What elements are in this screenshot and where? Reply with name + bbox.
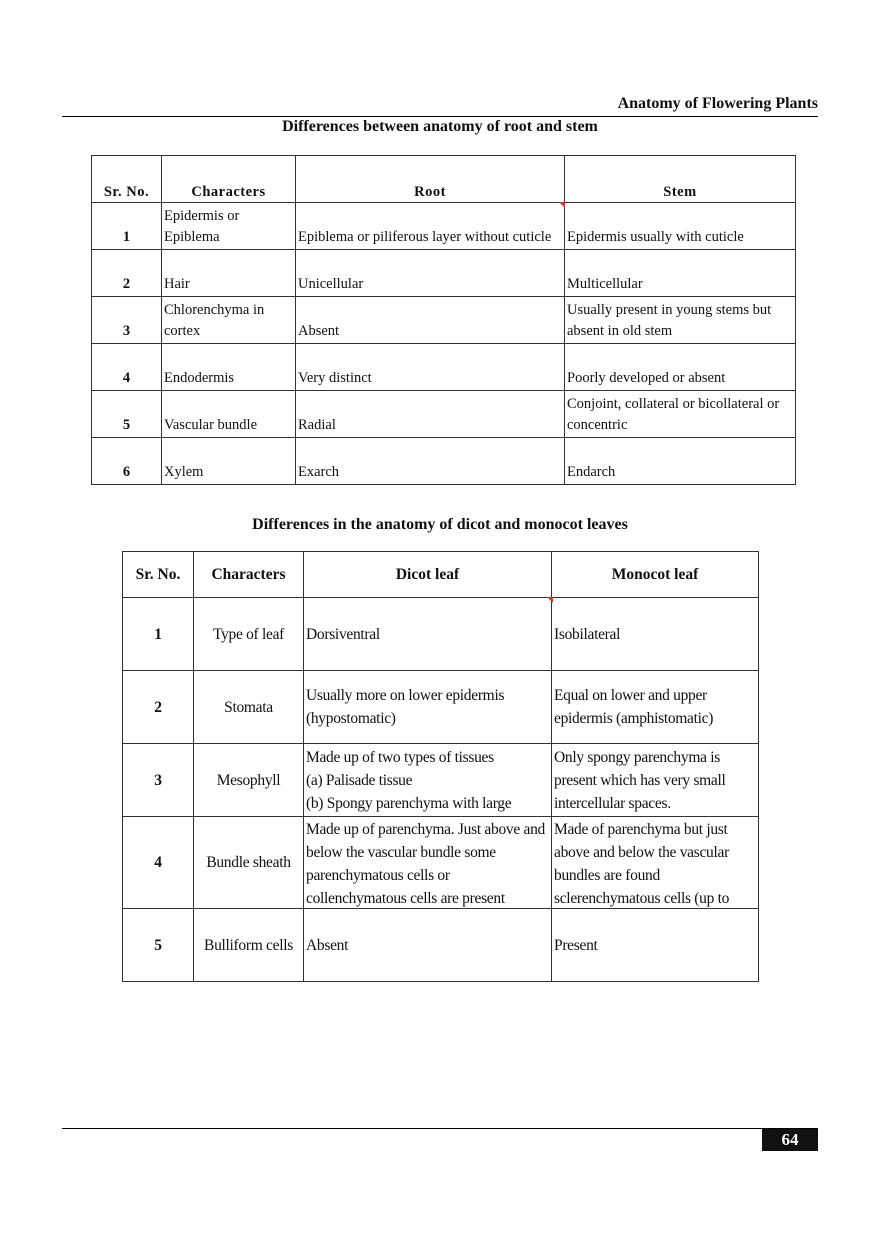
- cell-text: Very distinct: [298, 370, 372, 386]
- table-row: [123, 909, 759, 982]
- table-cell: [565, 344, 796, 391]
- cell-text: Epiblema or piliferous layer without cuticle: [298, 229, 552, 245]
- table-cell: [92, 297, 162, 344]
- table2-header-cell: Dicot leaf: [304, 552, 552, 598]
- table-cell: [296, 344, 565, 391]
- cell-text: Usually more on lower epidermis (hypostomatic): [306, 687, 505, 727]
- table-cell: [92, 391, 162, 438]
- cell-text: 3: [154, 771, 162, 789]
- table-row: [123, 817, 759, 909]
- table1-header-cell: Sr. No.: [92, 156, 162, 203]
- cell-text: Conjoint, collateral or bicollateral or concentric: [567, 396, 780, 433]
- table-cell: [565, 438, 796, 485]
- table-row: [123, 744, 759, 817]
- table-cell: [92, 250, 162, 297]
- table-cell: [123, 671, 194, 744]
- cell-text: 5: [122, 417, 131, 433]
- table-cell: [194, 817, 304, 909]
- cell-text: 1: [122, 229, 131, 245]
- cell-text: 2: [122, 276, 131, 292]
- comment-marker-icon: [547, 597, 553, 603]
- table-cell: [123, 744, 194, 817]
- cell-text: Poorly developed or absent: [567, 370, 726, 386]
- table-cell: [123, 598, 194, 671]
- cell-text: Hair: [164, 276, 190, 292]
- table-cell: [123, 817, 194, 909]
- dicot-monocot-table: [122, 551, 759, 982]
- table-row: [123, 671, 759, 744]
- table2-header-row: [123, 552, 759, 598]
- table-cell: [296, 250, 565, 297]
- table-row: [92, 344, 796, 391]
- table-cell: [92, 438, 162, 485]
- table1-header-cell: Characters: [162, 156, 296, 203]
- cell-text: Epidermis or Epiblema: [164, 208, 240, 245]
- cell-text: Present: [554, 936, 598, 954]
- table2-header-cell: Monocot leaf: [552, 552, 759, 598]
- table-cell: [194, 909, 304, 982]
- cell-text: Multicellular: [567, 276, 643, 292]
- cell-text: Only spongy parenchyma is present which has very small intercellular spaces.: [554, 748, 726, 812]
- table-cell: [162, 250, 296, 297]
- table1-header-cell: Stem: [565, 156, 796, 203]
- table-cell: [296, 438, 565, 485]
- cell-text: Endodermis: [164, 370, 235, 386]
- table-cell: [565, 203, 796, 250]
- table-cell: [92, 344, 162, 391]
- table-cell: [552, 909, 759, 982]
- table-cell: [162, 297, 296, 344]
- cell-text: 4: [122, 370, 131, 386]
- table-cell: [552, 817, 759, 909]
- running-header-title: Anatomy of Flowering Plants: [617, 95, 818, 112]
- table-cell: [296, 203, 565, 250]
- footer-rule: [62, 1128, 818, 1129]
- table-cell: [162, 438, 296, 485]
- table2-title: Differences in the anatomy of dicot and monocot leaves: [252, 516, 628, 533]
- table-cell: [296, 297, 565, 344]
- cell-text: 5: [154, 936, 162, 954]
- table-cell: [552, 671, 759, 744]
- cell-text: Usually present in young stems but absent in old stem: [567, 302, 772, 339]
- cell-text: Made of parenchyma but just above and below the vascular bundles are found sclerenchymatous cells (up to: [554, 821, 730, 907]
- table-cell: [304, 744, 552, 817]
- cell-text: Bulliform cells: [204, 936, 293, 954]
- cell-text: Equal on lower and upper epidermis (amphistomatic): [554, 687, 714, 727]
- table-cell: [92, 203, 162, 250]
- table-cell: [565, 297, 796, 344]
- header-rule: [62, 116, 818, 117]
- cell-text: Epidermis usually with cuticle: [567, 229, 744, 245]
- table-cell: [565, 391, 796, 438]
- table-cell: [162, 391, 296, 438]
- table-row: [92, 203, 796, 250]
- cell-text: 2: [154, 698, 162, 716]
- root-stem-table: [91, 155, 796, 485]
- table-cell: [565, 250, 796, 297]
- cell-text: 4: [154, 854, 162, 871]
- cell-text: 6: [122, 464, 131, 480]
- table-cell: [304, 909, 552, 982]
- cell-text: 3: [122, 323, 131, 339]
- table1-title: Differences between anatomy of root and stem: [282, 118, 598, 135]
- cell-text: Absent: [298, 323, 340, 339]
- table2-header-cell: Characters: [194, 552, 304, 598]
- table-cell: [304, 817, 552, 909]
- cell-text: Radial: [298, 417, 336, 433]
- cell-text: Unicellular: [298, 276, 364, 292]
- table-cell: [123, 909, 194, 982]
- table-cell: [194, 671, 304, 744]
- cell-text: Exarch: [298, 464, 340, 480]
- table-row: [92, 391, 796, 438]
- cell-text: Isobilateral: [554, 625, 621, 643]
- cell-text: Endarch: [567, 464, 616, 480]
- page-number: 64: [762, 1129, 818, 1151]
- table-cell: [304, 598, 552, 671]
- cell-text: Stomata: [224, 698, 273, 716]
- table-row: [92, 250, 796, 297]
- table-row: [123, 598, 759, 671]
- table1-header-cell: Root: [296, 156, 565, 203]
- cell-text: Mesophyll: [216, 771, 281, 789]
- cell-text: Absent: [306, 936, 349, 954]
- table-row: [92, 438, 796, 485]
- cell-text: 1: [154, 625, 162, 643]
- table2-header-cell: Sr. No.: [123, 552, 194, 598]
- cell-text: Made up of two types of tissues (a) Palisade tissue (b) Spongy parenchyma with large: [306, 748, 512, 812]
- table-cell: [194, 744, 304, 817]
- table-cell: [162, 203, 296, 250]
- table-cell: [304, 671, 552, 744]
- table-cell: [296, 391, 565, 438]
- cell-text: Type of leaf: [212, 625, 285, 643]
- table-row: [92, 297, 796, 344]
- cell-text: Bundle sheath: [206, 854, 291, 871]
- cell-text: Made up of parenchyma. Just above and below the vascular bundle some parenchymatous cells or collenchymatous cells are present: [306, 821, 545, 907]
- table-cell: [194, 598, 304, 671]
- cell-text: Dorsiventral: [306, 625, 380, 643]
- cell-text: Xylem: [164, 464, 204, 480]
- table-cell: [162, 344, 296, 391]
- table1-header-row: [92, 156, 796, 203]
- comment-marker-icon: [559, 202, 565, 208]
- cell-text: Vascular bundle: [164, 417, 258, 433]
- table-cell: [552, 598, 759, 671]
- table-cell: [552, 744, 759, 817]
- cell-text: Chlorenchyma in cortex: [164, 302, 265, 339]
